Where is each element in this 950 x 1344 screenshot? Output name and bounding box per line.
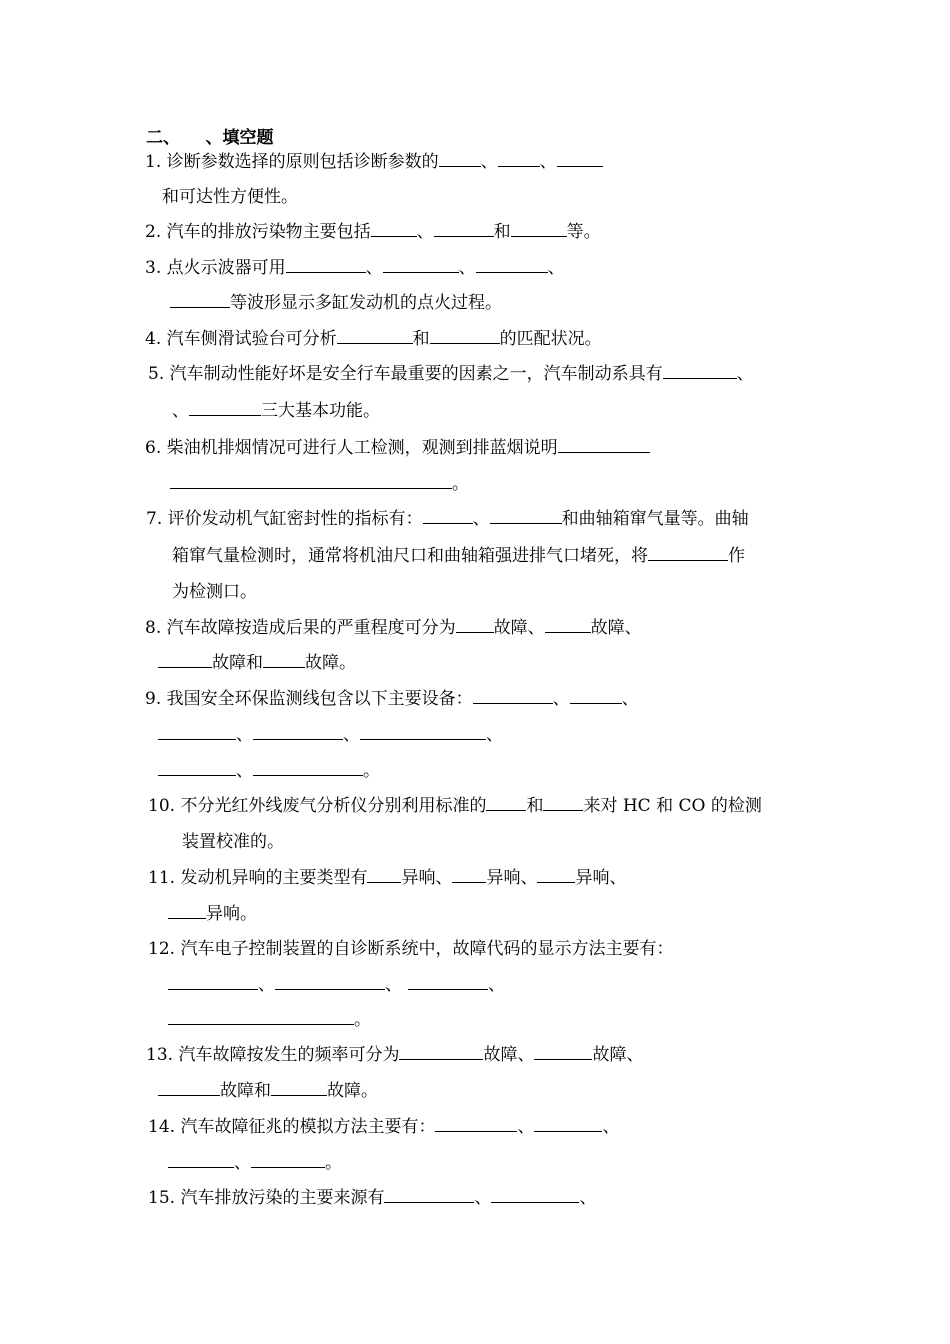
question-5-line-2 — [172, 399, 380, 423]
answer-blank[interactable] — [158, 723, 236, 740]
answer-blank[interactable] — [557, 150, 603, 167]
answer-blank[interactable] — [158, 759, 236, 776]
fault-label: 故障和 — [220, 1081, 271, 1101]
question-1-line-1 — [145, 150, 603, 174]
answer-blank[interactable] — [558, 436, 650, 453]
answer-blank[interactable] — [473, 687, 553, 704]
answer-blank[interactable] — [384, 1186, 474, 1203]
separator: 、 — [488, 975, 505, 995]
question-8-line-1 — [145, 616, 642, 640]
answer-blank[interactable] — [337, 327, 413, 344]
ending: 异响。 — [206, 904, 257, 924]
answer-blank[interactable] — [456, 616, 494, 633]
question-2-text: 2. 汽车的排放污染物主要包括 — [145, 222, 371, 242]
question-7-text-4: 作 — [728, 546, 745, 566]
separator: 、 — [385, 975, 402, 995]
separator: 、 — [547, 258, 565, 278]
conjunction: 和 — [526, 796, 544, 816]
answer-blank[interactable] — [648, 544, 728, 561]
separator: 、 — [472, 509, 490, 529]
answer-blank[interactable] — [189, 399, 261, 416]
separator: 、 — [621, 689, 639, 709]
separator: 、 — [539, 152, 557, 172]
ending: 。 — [363, 761, 380, 781]
question-5-text: 5. 汽车制动性能好坏是安全行车最重要的因素之一，汽车制动系具有 — [148, 364, 663, 384]
separator: 、 — [474, 1188, 492, 1208]
ending: 等。 — [566, 222, 601, 242]
answer-blank[interactable] — [168, 1151, 234, 1168]
section-title: 二、 、填空题 — [146, 128, 274, 148]
separator: 、 — [343, 725, 360, 745]
separator: 、 — [517, 1117, 535, 1137]
separator: 、 — [236, 761, 253, 781]
answer-blank[interactable] — [491, 1186, 579, 1203]
separator: 、 — [552, 689, 570, 709]
separator: 、 — [365, 258, 383, 278]
question-11-line-1 — [148, 866, 626, 890]
question-8-line-2 — [158, 651, 356, 675]
question-11-text: 11. 发动机异响的主要类型有 — [148, 868, 368, 888]
question-13-line-1 — [146, 1043, 643, 1067]
separator: 、 — [234, 1153, 251, 1173]
answer-blank[interactable] — [371, 220, 417, 237]
answer-blank[interactable] — [511, 220, 567, 237]
answer-blank[interactable] — [399, 1043, 483, 1060]
separator: 、 — [258, 975, 275, 995]
answer-blank[interactable] — [430, 327, 500, 344]
fault-label: 故障和 — [212, 653, 263, 673]
question-14-line-2 — [168, 1151, 342, 1175]
answer-blank[interactable] — [251, 1151, 325, 1168]
question-10-line-1 — [148, 794, 762, 818]
question-2 — [145, 220, 601, 244]
separator: 、 — [172, 401, 189, 421]
question-11-line-2 — [168, 902, 257, 926]
question-6-text: 6. 柴油机排烟情况可进行人工检测，观测到排蓝烟说明 — [145, 438, 558, 458]
answer-blank[interactable] — [253, 723, 343, 740]
conjunction: 和 — [412, 329, 430, 349]
ending: 的匹配状况。 — [499, 329, 602, 349]
question-12-line-3 — [168, 1008, 371, 1032]
fault-label: 故障、 — [592, 1045, 644, 1065]
question-10-text-2: 来对 HC 和 CO 的检测 — [583, 796, 762, 816]
answer-blank[interactable] — [545, 616, 591, 633]
question-7-text-3: 箱窜气量检测时，通常将机油尺口和曲轴箱强进排气口堵死，将 — [172, 546, 648, 566]
answer-blank[interactable] — [490, 507, 562, 524]
question-9-line-1 — [145, 687, 639, 711]
answer-blank[interactable] — [383, 256, 459, 273]
noise-label: 异响、 — [486, 868, 538, 888]
answer-blank[interactable] — [263, 651, 305, 668]
separator: 、 — [458, 258, 476, 278]
fault-label: 故障、 — [483, 1045, 535, 1065]
question-13-line-2 — [158, 1079, 378, 1103]
question-6-line-2 — [170, 472, 469, 496]
question-14-text: 14. 汽车故障征兆的模拟方法主要有： — [148, 1117, 436, 1137]
answer-blank[interactable] — [486, 794, 526, 811]
separator: 、 — [236, 725, 253, 745]
question-12-line-2 — [168, 973, 505, 997]
answer-blank[interactable] — [360, 723, 486, 740]
question-10-line-2: 装置校准的。 — [182, 832, 284, 852]
question-12-line-1: 12. 汽车电子控制装置的自诊断系统中，故障代码的显示方法主要有： — [148, 939, 674, 959]
question-7-text: 7. 评价发动机气缸密封性的指标有： — [146, 509, 423, 529]
question-4 — [145, 327, 602, 351]
answer-blank[interactable] — [170, 472, 452, 489]
answer-blank[interactable] — [275, 973, 385, 990]
answer-blank[interactable] — [452, 866, 486, 883]
question-8-text: 8. 汽车故障按造成后果的严重程度可分为 — [145, 618, 456, 638]
question-3-line-2 — [170, 291, 502, 315]
answer-blank[interactable] — [158, 651, 212, 668]
separator: 、 — [736, 364, 754, 384]
question-9-line-3 — [158, 759, 380, 783]
question-7-text-2: 和曲轴箱窜气量等。曲轴 — [561, 509, 749, 529]
separator: 、 — [486, 725, 503, 745]
answer-blank[interactable] — [170, 291, 230, 308]
separator: 、 — [416, 222, 434, 242]
question-1-line-2: 和可达性方便性。 — [162, 187, 298, 207]
question-13-text: 13. 汽车故障按发生的频率可分为 — [146, 1045, 400, 1065]
question-14-line-1 — [148, 1115, 619, 1139]
separator: 、 — [480, 152, 498, 172]
noise-label: 异响、 — [575, 868, 627, 888]
answer-blank[interactable] — [663, 362, 737, 379]
answer-blank[interactable] — [158, 1079, 220, 1096]
question-5-text-2: 三大基本功能。 — [261, 401, 380, 421]
ending: 。 — [452, 474, 469, 494]
question-9-line-2 — [158, 723, 503, 747]
answer-blank[interactable] — [434, 220, 494, 237]
answer-blank[interactable] — [435, 1115, 517, 1132]
fault-label: 故障、 — [590, 618, 642, 638]
answer-blank[interactable] — [476, 256, 548, 273]
answer-blank[interactable] — [271, 1079, 327, 1096]
separator: 、 — [602, 1117, 620, 1137]
conjunction: 和 — [493, 222, 511, 242]
answer-blank[interactable] — [367, 866, 401, 883]
question-9-text: 9. 我国安全环保监测线包含以下主要设备： — [145, 689, 473, 709]
question-3-text: 3. 点火示波器可用 — [145, 258, 286, 278]
question-1-text: 1. 诊断参数选择的原则包括诊断参数的 — [145, 152, 439, 172]
ending: 故障。 — [327, 1081, 378, 1101]
ending: 故障。 — [305, 653, 356, 673]
fault-label: 故障、 — [493, 618, 545, 638]
answer-blank[interactable] — [570, 687, 622, 704]
question-15-line-1 — [148, 1186, 596, 1210]
ending: 。 — [354, 1010, 371, 1030]
answer-blank[interactable] — [286, 256, 366, 273]
answer-blank[interactable] — [168, 973, 258, 990]
separator: 、 — [579, 1188, 597, 1208]
answer-blank[interactable] — [498, 150, 540, 167]
question-3-line-1 — [145, 256, 565, 280]
answer-blank[interactable] — [534, 1043, 592, 1060]
question-7-line-2 — [172, 544, 745, 568]
question-6-line-1 — [145, 436, 650, 460]
answer-blank[interactable] — [423, 507, 473, 524]
answer-blank[interactable] — [534, 1115, 602, 1132]
question-5-line-1 — [148, 362, 754, 386]
question-7-line-1 — [146, 507, 749, 531]
answer-blank[interactable] — [537, 866, 575, 883]
question-4-text: 4. 汽车侧滑试验台可分析 — [145, 329, 337, 349]
answer-blank[interactable] — [439, 150, 481, 167]
question-3-text-2: 等波形显示多缸发动机的点火过程。 — [230, 293, 502, 313]
ending: 。 — [325, 1153, 342, 1173]
answer-blank[interactable] — [168, 902, 206, 919]
question-10-text: 10. 不分光红外线废气分析仪分别利用标准的 — [148, 796, 487, 816]
answer-blank[interactable] — [168, 1008, 354, 1025]
answer-blank[interactable] — [408, 973, 488, 990]
answer-blank[interactable] — [543, 794, 583, 811]
noise-label: 异响、 — [401, 868, 453, 888]
question-7-line-3: 为检测口。 — [172, 582, 257, 602]
answer-blank[interactable] — [253, 759, 363, 776]
question-15-text: 15. 汽车排放污染的主要来源有 — [148, 1188, 385, 1208]
